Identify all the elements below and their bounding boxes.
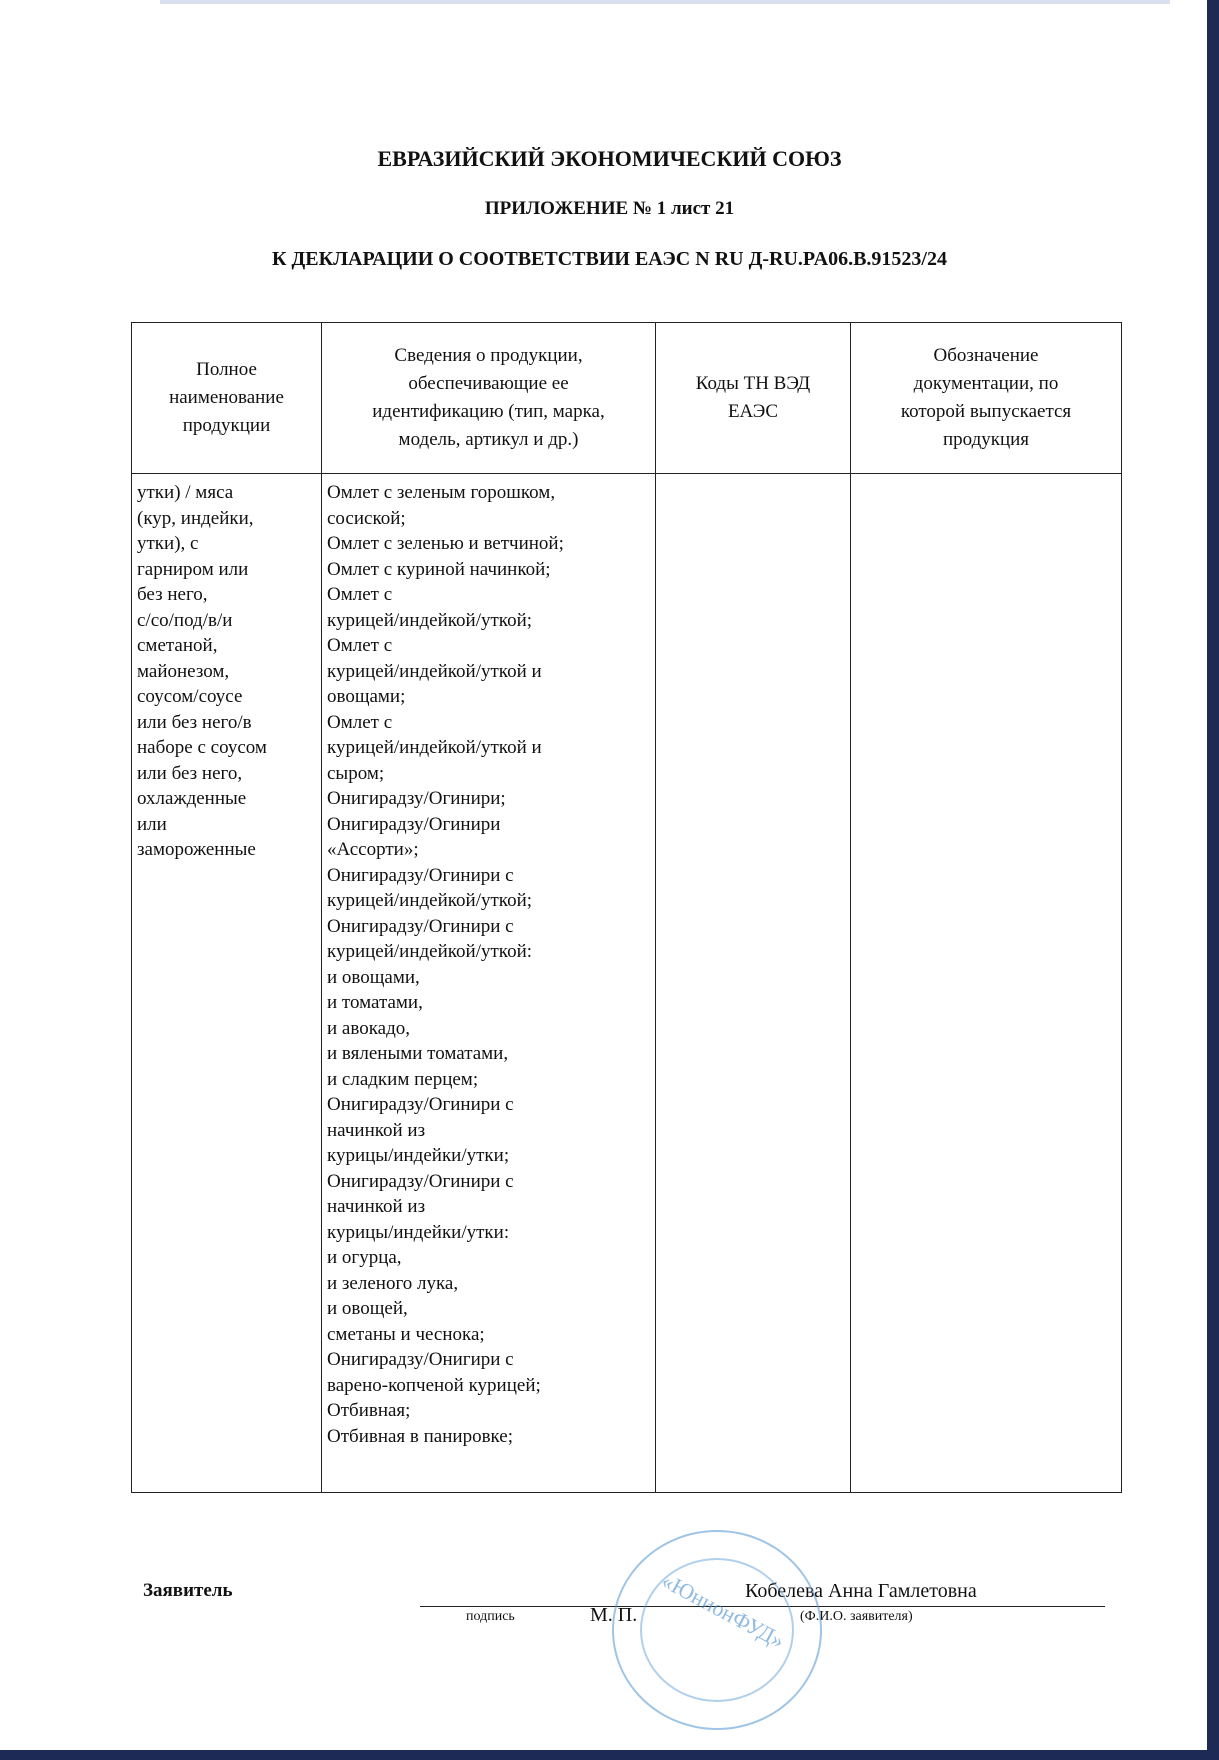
cell-tnved-codes: [656, 474, 851, 1493]
text-line: сметаной,: [137, 635, 218, 656]
text-line: майонезом,: [137, 660, 230, 682]
text-line: утки), с: [137, 533, 199, 554]
text-line: или без него/в: [137, 711, 252, 733]
text-line: Омлет с: [327, 711, 393, 733]
text-line: Онигирадзу/Огинири с: [327, 1094, 514, 1115]
products-table: [131, 322, 1122, 1493]
text-line: Отбивная;: [327, 1400, 411, 1421]
text-line: и сладким перцем;: [327, 1068, 479, 1090]
stamp-place-label: М. П.: [590, 1604, 638, 1626]
text-line: Обозначение: [933, 345, 1039, 366]
text-line: идентификацию (тип, марка,: [372, 401, 605, 422]
text-line: овощами;: [327, 686, 406, 707]
text-line: и огурца,: [327, 1247, 402, 1268]
text-line: соусом/соусе: [137, 686, 243, 707]
text-line: Онигирадзу/Огинири с: [327, 864, 514, 886]
applicant-name: Кобелева Анна Гамлетовна: [745, 1580, 977, 1602]
text-line: модель, артикул и др.): [398, 429, 579, 450]
stamp-text: «ЮнионФУД»: [657, 1567, 789, 1654]
text-line: которой выпускается: [900, 401, 1072, 422]
text-line: и вялеными томатами,: [327, 1043, 509, 1064]
text-line: начинкой из: [327, 1119, 426, 1141]
text-line: Омлет с зеленью и ветчиной;: [327, 533, 564, 554]
name-hint: (Ф.И.О. заявителя): [800, 1609, 913, 1624]
text-line: охлажденные: [137, 788, 247, 809]
text-line: утки) / мяса: [137, 482, 234, 503]
header-documentation: [851, 323, 1122, 474]
text-line: «Ассорти»;: [327, 839, 419, 860]
text-line: или: [137, 813, 167, 835]
header-row: [132, 323, 1122, 474]
text-line: курицей/индейкой/уткой:: [327, 941, 533, 962]
scan-edge-bottom: [0, 1750, 1219, 1760]
text-line: продукции: [182, 415, 271, 436]
text-line: обеспечивающие ее: [408, 373, 569, 394]
text-line: Онигирадзу/Огинири с: [327, 915, 514, 937]
cell-product-info: [322, 474, 656, 1493]
text-line: Сведения о продукции,: [394, 345, 583, 366]
text-line: Омлет с: [327, 635, 393, 656]
text-line: без него,: [137, 584, 208, 605]
text-line: курицы/индейки/утки;: [327, 1145, 510, 1166]
text-line: начинкой из: [327, 1196, 426, 1217]
declaration-title: К ДЕКЛАРАЦИИ О СООТВЕТСТВИИ ЕАЭС N RU Д-RU.PA06.B.91523/24: [272, 248, 947, 270]
text-line: замороженные: [137, 839, 256, 860]
text-line: (кур, индейки,: [137, 507, 254, 529]
table-row: [132, 474, 1122, 1493]
text-line: курицы/индейки/утки:: [327, 1221, 510, 1243]
text-line: Онигирадзу/Огинири;: [327, 788, 506, 809]
text-line: сосиской;: [327, 507, 406, 529]
text-line: с/со/под/в/и: [137, 609, 233, 631]
text-line: Омлет с: [327, 584, 393, 605]
appendix-title: ПРИЛОЖЕНИЕ № 1 лист 21: [484, 198, 735, 219]
text-line: Омлет с зеленым горошком,: [327, 482, 556, 503]
text-line: Онигирадзу/Онигири с: [327, 1349, 514, 1370]
text-line: Омлет с куриной начинкой;: [327, 558, 551, 580]
text-line: или без него,: [137, 762, 243, 784]
text-line: сыром;: [327, 762, 385, 784]
header-product-info: [322, 323, 656, 474]
text-line: документации, по: [913, 373, 1059, 394]
text-line: Онигирадзу/Огинири с: [327, 1170, 514, 1192]
text-line: Полное: [196, 359, 257, 380]
cell-documentation: [851, 474, 1122, 1493]
text-line: курицей/индейкой/уткой и: [327, 660, 542, 682]
text-line: Онигирадзу/Огинири: [327, 813, 501, 835]
text-line: сметаны и чеснока;: [327, 1323, 485, 1345]
union-title: ЕВРАЗИЙСКИЙ ЭКОНОМИЧЕСКИЙ СОЮЗ: [377, 146, 842, 171]
text-line: и томатами,: [327, 992, 423, 1013]
applicant-label: Заявитель: [143, 1580, 233, 1601]
text-line: и зеленого лука,: [327, 1272, 459, 1294]
text-line: наименование: [169, 387, 284, 408]
text-line: курицей/индейкой/уткой;: [327, 609, 533, 631]
text-line: и овощами,: [327, 966, 420, 988]
text-line: Отбивная в панировке;: [327, 1425, 514, 1447]
header-product-name: [132, 323, 322, 474]
text-line: и овощей,: [327, 1298, 408, 1319]
scan-edge-top: [160, 0, 1170, 4]
header-tnved-codes: [656, 323, 851, 474]
text-line: гарниром или: [137, 558, 249, 580]
text-line: наборе с соусом: [137, 737, 267, 758]
company-stamp: [612, 1530, 822, 1730]
text-line: продукция: [942, 429, 1030, 450]
text-line: варено-копченой курицей;: [327, 1374, 541, 1396]
text-line: ЕАЭС: [727, 401, 779, 422]
text-line: курицей/индейкой/уткой;: [327, 890, 533, 911]
text-line: и авокадо,: [327, 1017, 410, 1039]
text-line: Коды ТН ВЭД: [695, 373, 811, 394]
signature-hint: подпись: [466, 1609, 515, 1624]
text-line: курицей/индейкой/уткой и: [327, 737, 542, 758]
cell-product-name: [132, 474, 322, 1493]
